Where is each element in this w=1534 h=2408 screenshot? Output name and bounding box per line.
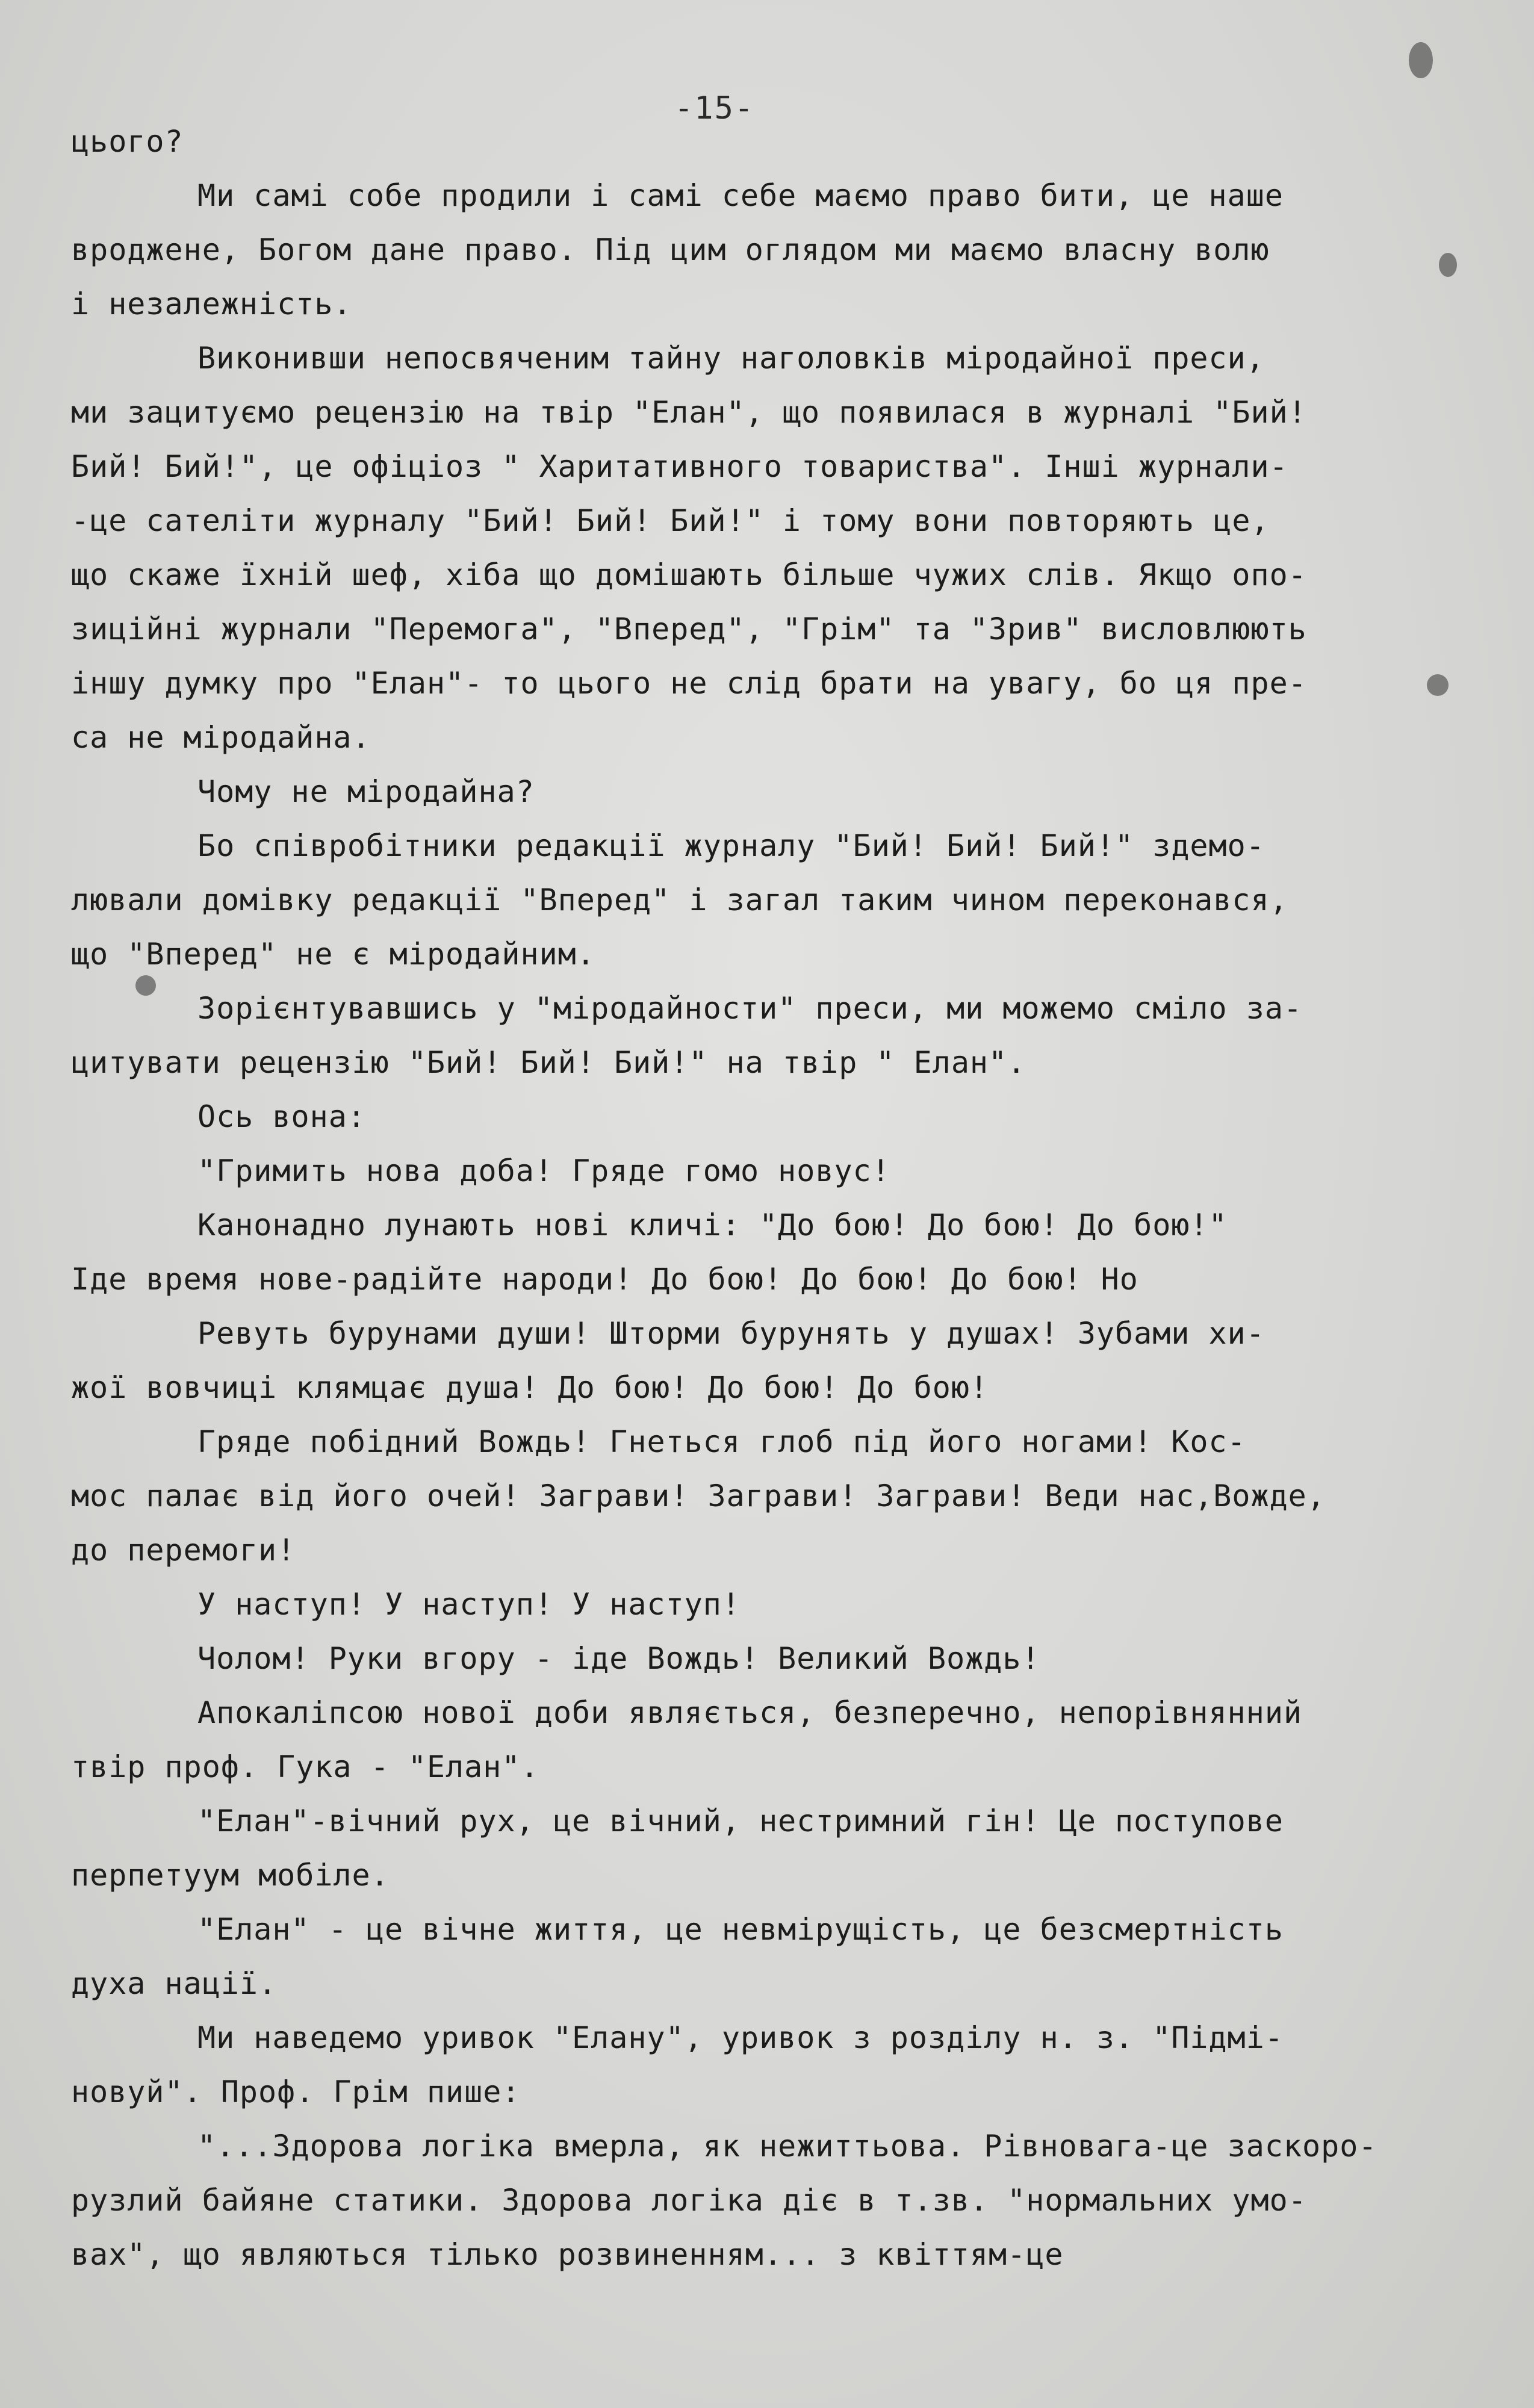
text-line: до перемоги! (71, 1533, 296, 1568)
text-line: са не міродайна. (71, 720, 371, 755)
text-line: Ось вона: (197, 1099, 366, 1134)
text-line: "Гримить нова доба! Гряде гомо новус! (197, 1153, 890, 1188)
text-line: Гряде побідний Вождь! Гнеться глоб під його ногами! Кос- (197, 1424, 1246, 1459)
text-line: Чому не міродайна? (197, 774, 535, 809)
text-line: лювали домівку редакції "Вперед" і загал таким чином переконався, (71, 883, 1288, 917)
text-line: Ми наведемо уривок "Елану", уривок з розділу н. з. "Підмі- (197, 2020, 1284, 2055)
text-line: твір проф. Гука - "Елан". (71, 1749, 539, 1784)
text-line: вроджене, Богом дане право. Під цим оглядом ми маємо власну волю (71, 232, 1270, 267)
document-body (71, 114, 1474, 2282)
text-line: "Елан" - це вічне життя, це невмірущість, це безсмертність (197, 1912, 1284, 1947)
page-number: -15- (674, 90, 755, 126)
text-line: Ревуть бурунами души! Шторми бурунять у душах! Зубами хи- (197, 1316, 1265, 1351)
text-line: Ми самі собе продили і самі себе маємо право бити, це наше (197, 178, 1284, 213)
text-line: Канонадно лунають нові кличі: "До бою! До бою! До бою!" (197, 1208, 1228, 1243)
text-line: рузлий байяне статики. Здорова логіка діє в т.зв. "нормальних умо- (71, 2183, 1307, 2218)
text-line: мос палає від його очей! Заграви! Заграви! Заграви! Веди нас,Вожде, (71, 1479, 1326, 1513)
text-line: "...Здорова логіка вмерла, як нежиттьова. Рівновага-це заскоро- (197, 2129, 1377, 2164)
text-line: перпетуум мобіле. (71, 1858, 390, 1893)
text-line: Іде время нове-радійте народи! До бою! До бою! До бою! Но (71, 1262, 1138, 1297)
text-line: -це сателіти журналу "Бий! Бий! Бий!" і тому вони повторяють це, (71, 503, 1270, 538)
text-line: ми зацитуємо рецензію на твір "Елан", що появилася в журналі "Бий! (71, 395, 1307, 430)
ink-smudge (1439, 253, 1457, 277)
text-line: цього? (71, 124, 184, 159)
text-line: цитувати рецензію "Бий! Бий! Бий!" на твір " Елан". (71, 1045, 1026, 1080)
text-line: і незалежність. (71, 287, 352, 321)
ink-smudge (1427, 674, 1449, 696)
text-line: що скаже їхній шеф, хіба що домішають більше чужих слів. Якщо опо- (71, 557, 1307, 592)
ink-smudge (1409, 42, 1433, 78)
text-line: Бий! Бий!", це офіціоз " Харитативного товариства". Інші журнали- (71, 449, 1288, 484)
text-line: вах", що являються тілько розвиненням... з квіттям-це (71, 2237, 1064, 2272)
text-line: що "Вперед" не є міродайним. (71, 937, 595, 972)
ink-smudge (135, 975, 156, 996)
text-line: Бо співробітники редакції журналу "Бий! Бий! Бий!" здемо- (197, 828, 1265, 863)
text-line: "Елан"-вічний рух, це вічний, нестримний гін! Це поступове (197, 1804, 1284, 1839)
text-line: Зорієнтувавшись у "міродайности" преси, ми можемо сміло за- (197, 991, 1303, 1026)
text-line: Апокаліпсою нової доби являється, безперечно, непорівнянний (197, 1695, 1303, 1730)
text-line: іншу думку про "Елан"- то цього не слід брати на увагу, бо ця пре- (71, 666, 1307, 701)
text-line: новуй". Проф. Грім пише: (71, 2074, 521, 2109)
text-line: жої вовчиці клямцає душа! До бою! До бою! До бою! (71, 1370, 989, 1405)
text-line: Виконивши непосвяченим тайну наголовків міродайної преси, (197, 341, 1265, 376)
text-line: Чолом! Руки вгору - іде Вождь! Великий Вождь! (197, 1641, 1040, 1676)
text-line: зиційні журнали "Перемога", "Вперед", "Грім" та "Зрив" висловлюють (71, 612, 1307, 647)
text-line: У наступ! У наступ! У наступ! (197, 1587, 741, 1622)
text-line: духа нації. (71, 1966, 278, 2001)
